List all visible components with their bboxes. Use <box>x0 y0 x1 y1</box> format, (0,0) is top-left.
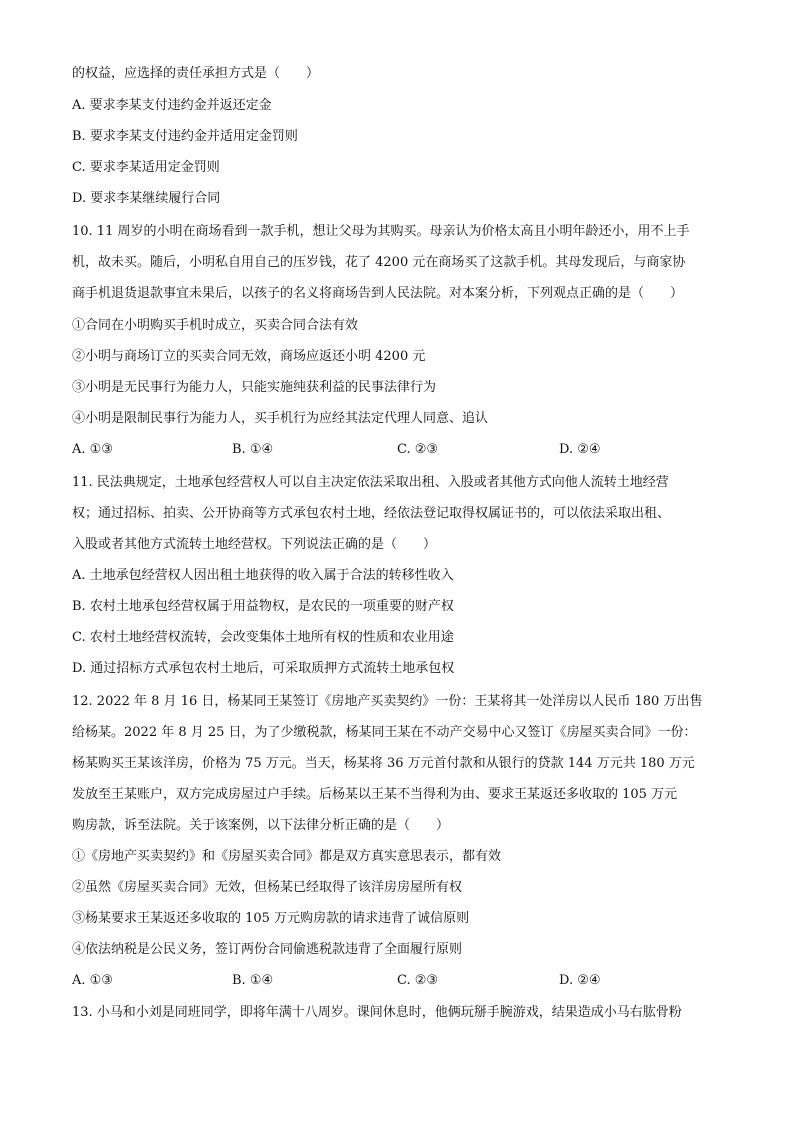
q9-option-c: C. 要求李某适用定金罚则 <box>72 160 220 175</box>
q10-stem-line-2: 机，故未买。随后，小明私自用自己的压岁钱，花了 4200 元在商场买了这款手机。其母发现后，与商家协 <box>72 255 686 270</box>
q13-stem-line-1: 13. 小马和小刘是同班同学，即将年满十八周岁。课间休息时，他俩玩掰手腕游戏，结果造成小马右肱骨粉 <box>72 1005 682 1020</box>
q10-option-d: D. ②④ <box>559 442 601 457</box>
q12-stem-line-4: 发放至王某账户，双方完成房屋过户手续。后杨某以王某不当得利为由、要求王某返还多收取的 105 万元 <box>72 787 678 802</box>
q10-stem-line-1: 10. 11 周岁的小明在商场看到一款手机，想让父母为其购买。母亲认为价格太高且小明年龄还小，用不上手 <box>72 224 690 239</box>
q12-option-a: A. ①③ <box>72 973 113 988</box>
q12-stem-line-5: 购房款，诉至法院。关于该案例，以下法律分析正确的是（ ） <box>72 818 450 833</box>
q10-statement-3: ③小明是无民事行为能力人，只能实施纯获利益的民事法律行为 <box>72 380 437 395</box>
q12-statement-4: ④依法纳税是公民义务，签订两份合同偷逃税款违背了全面履行原则 <box>72 942 463 957</box>
q10-statement-1: ①合同在小明购买手机时成立，买卖合同合法有效 <box>72 318 359 333</box>
q12-option-c: C. ②③ <box>397 973 439 988</box>
q11-option-d: D. 通过招标方式承包农村土地后，可采取质押方式流转土地承包权 <box>72 661 455 676</box>
q11-option-c: C. 农村土地经营权流转，会改变集体土地所有权的性质和农业用途 <box>72 630 454 645</box>
q10-statement-2: ②小明与商场订立的买卖合同无效，商场应返还小明 4200 元 <box>72 349 426 364</box>
q11-stem-line-3: 入股或者其他方式流转土地经营权。下列说法正确的是（ ） <box>72 537 437 552</box>
q10-option-b: B. ①④ <box>232 442 274 457</box>
q9-option-b: B. 要求李某支付违约金并适用定金罚则 <box>72 129 298 144</box>
q12-statement-2: ②虽然《房屋买卖合同》无效，但杨某已经取得了该洋房房屋所有权 <box>72 880 463 895</box>
q9-option-d: D. 要求李某继续履行合同 <box>72 191 221 206</box>
q12-option-b: B. ①④ <box>232 973 274 988</box>
q9-option-a: A. 要求李某支付违约金并返还定金 <box>72 98 272 113</box>
q12-stem-line-2: 给杨某。2022 年 8 月 25 日，为了少缴税款，杨某同王某在不动产交易中心又签订《房屋买卖合同》一份： <box>72 725 697 740</box>
q10-option-a: A. ①③ <box>72 442 113 457</box>
q11-option-b: B. 农村土地承包经营权属于用益物权，是农民的一项重要的财产权 <box>72 599 454 614</box>
q10-stem-line-3: 商手机退货退款事宜未果后，以孩子的名义将商场告到人民法院。对本案分析，下列观点正确的是（ ） <box>72 286 684 301</box>
q10-statement-4: ④小明是限制民事行为能力人，买手机行为应经其法定代理人同意、追认 <box>72 411 489 426</box>
q10-option-c: C. ②③ <box>397 442 439 457</box>
q11-stem-line-2: 权；通过招标、拍卖、公开协商等方式承包农村土地，经依法登记取得权属证书的，可以依法采取出租、 <box>72 506 671 521</box>
q12-statement-3: ③杨某要求王某返还多收取的 105 万元购房款的请求违背了诚信原则 <box>72 911 470 926</box>
q11-stem-line-1: 11. 民法典规定，土地承包经营权人可以自主决定依法采取出租、入股或者其他方式向他人流转土地经营 <box>72 475 669 490</box>
q12-statement-1: ①《房地产买卖契约》和《房屋买卖合同》都是双方真实意思表示，都有效 <box>72 849 502 864</box>
q9-stem-end: 的权益，应选择的责任承担方式是（ ） <box>72 66 320 81</box>
q12-options <box>72 971 752 991</box>
q12-stem-line-1: 12. 2022 年 8 月 16 日，杨某同王某签订《房地产买卖契约》一份：王某将其一处洋房以人民币 180 万出售 <box>72 694 703 709</box>
q12-option-d: D. ②④ <box>559 973 601 988</box>
q10-options <box>72 440 752 460</box>
q11-option-a: A. 土地承包经营权人因出租土地获得的收入属于合法的转移性收入 <box>72 568 454 583</box>
q12-stem-line-3: 杨某购买王某该洋房，价格为 75 万元。当天，杨某将 36 万元首付款和从银行的贷款 144 万元共 180 万元 <box>72 756 695 771</box>
